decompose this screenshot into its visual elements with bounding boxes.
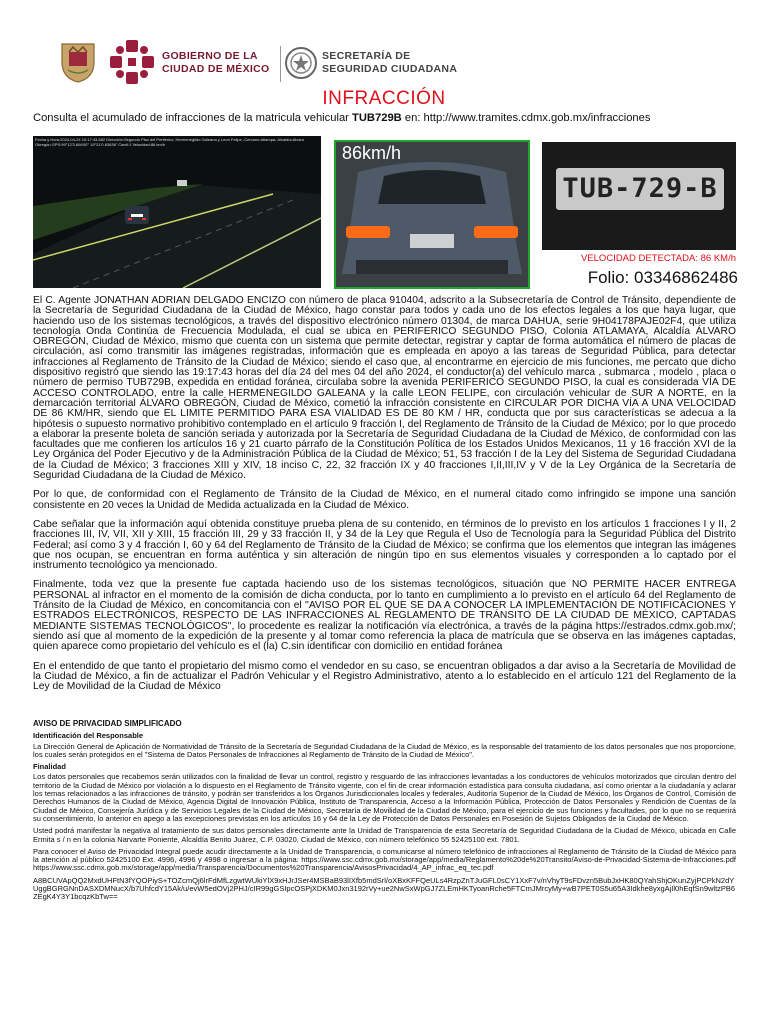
consult-plate: TUB729B [352,112,402,124]
speed-overlay: 86km/h [342,143,402,163]
privacy-sub-responsible: Identificación del Responsable [33,731,144,741]
road-scene-image [33,136,321,288]
photo-caption: Fecha y Hora:2024-04-24 19:17:43.682 Dirección:Segundo Piso del Periferico, Hermenegildo Galeana y Leon Felipe -Cercano:Atlampa- Alcaldía:Alvaro Obregón GPS:99°12'3.6W/00° 19°21'0.63636" Carril:1 Velocidad:86 km/h [35,137,305,147]
plate-closeup-photo [542,142,736,250]
page-title: INFRACCIÓN [322,88,446,109]
speed-detected: VELOCIDAD DETECTADA: 86 KM/h [580,253,736,264]
cdmx-logo-icon [108,38,156,86]
header-divider [280,46,281,82]
body-paragraph-1: El C. Agente JONATHAN ADRIAN DELGADO ENCIZO con número de placa 910404, adscrito a la Subsecretaría de Control de Tránsito, dependiente de la Secretaría de Seguridad Ciudadana de la Ciudad de México, hago constar para todos y cada uno de los efectos legales a los que haya lugar, que haciendo uso de los sistemas tecnológicos, a través del dispositivo electrónico número 01304, de marca DAHUA, serie 9H04178PAJE02F4, que utiliza tecnología Onda Continúa de Frecuencia Modulada, el cual se ubica en PERIFERICO SEGUNDO PISO, Colonia ATLAMAYA, Alcaldía ÁLVARO OBREGÓN, Ciudad de México, mismo que cuenta con un sistema que permite detectar, registrar y captar de forma automática el número de placas de circulación, así como transmitir las imágenes registradas, información que es empleada en apoyo a las tareas de Seguridad Pública, para detectar infracciones al Reglamento de Tránsito de la Ciudad de México; siendo el caso que, al encontrarme en ejercicio de mis funciones, me percato que dicho dispositivo registró que siendo las 19:17:43 horas del día 24 del mes 04 del año 2024, el conductor(a) del vehículo marca , submarca , modelo , placa o número de permiso TUB729B, expedida en entidad foránea, circulaba sobre la avenida PERIFERICO SEGUNDO PISO, la cual es considerada VÍA DE ACCESO CONTROLADO, entre la calle HERMENEGILDO GALEANA y la calle LEON FELIPE, con circulación vehicular de SUR A NORTE, en la demarcación territorial ÁLVARO OBREGÓN, Ciudad de México, cometió la infracción consistente en CIRCULAR POR DICHA VÍA A UNA VELOCIDAD DE 86 KM/HR, siendo que EL LIMITE PERMITIDO PARA ESA VIALIDAD ES DE 80 KM / HR, conducta que por sus características se adecua a la hipótesis o supuesto normativo prohibitivo contemplado en el artículo 9 fracción I, del Reglamento de Tránsito de la Ciudad de México; por lo que procedo a elaborar la presente boleta de sanción seriada y autorizada por la Secretaría de Seguridad Ciudadana de la Ciudad de México, de conformidad con las facultades que me confieren los artículos 16 y 21 cuarto párrafo de la Constitución Política de los Estados Unidos Mexicanos, 11 y 16 fracción XVI de la Ley Orgánica del Poder Ejecutivo y de la Administración Pública de la Ciudad de México; 51, 53 fracción I de la Ley del Sistema de Seguridad Ciudadana de la Ciudad de México; 3 fracciones XIII y XIV, 18 inciso C, 22, 32 fracción IX y 40 fracciones I,II,III,IV y V de la Ley Orgánica de la Secretaría de Seguridad Ciudadana de la Ciudad de México. [33,295,736,482]
gov-line1: GOBIERNO DE LA [162,50,258,62]
page-header [58,38,458,86]
privacy-paragraph-3: Usted podrá manifestar la negativa al tratamiento de sus datos personales directamente ante la Unidad de Transparencia de esta Secretaría de Seguridad Ciudadana de la Ciudad de México, ubicada en Calle Ermita s / n en la colonia Narvarte Poniente, Alcaldía Benito Juárez, C.P. 03020, Ciudad de México, con número telefónico 55 52425100 ext. 7801. [33,826,736,844]
road-photo [33,136,321,288]
license-plate: TUB-729-B [556,168,724,210]
body-paragraph-5: En el entendido de que tanto el propietario del mismo como el vendedor en su caso, se encuentran obligados a dar aviso a la Secretaría de Movilidad de la Ciudad de México, a fin de actualizar el Padrón Vehicular y el Registro Administrativo, atento a lo establecido en el artículo 121 del Reglamento de la Ley de Movilidad de la Ciudad de México [33,660,736,693]
privacy-heading: AVISO DE PRIVACIDAD SIMPLIFICADO [33,719,182,728]
gov-line2: CIUDAD DE MÉXICO [162,63,270,75]
ssc-line1: SECRETARÍA DE [322,50,411,62]
digital-signature-hash: A8BCUVApQQ2MxdUHFtN3fYQOPiyS+TOZcmQj6lrFdMfLzgwtWUkiYlX9xHJrJSer4MSBaB93lIXfb5mdSrl/oXBxKFFQeULs4RzpZnTJuGFL0sCY1XxF7v/nVhyT9sFDvzn5BubJxHK80QYahShjOKunZyjPCPkN2dYUggBGRGNnDASXDMNucX/b7UhfcdY15Ak/u/evW5edOVj2PHJ/cIR99gGSIpcOSPjXDKM0Jxn3192rVy+ue2NwSxWpGJ7ZLEmHKTyoanRche5FTCmJMrcyMy+wB7PET0S5u65A3Idkhe8yxgAjIl0hEqfSn9wltzPB6ZEgK4Y3Y1bcqzKbTw== [33,875,736,902]
coat-of-arms-icon [58,40,98,84]
folio-number: Folio: 03346862486 [587,268,738,287]
privacy-paragraph-2: Los datos personales que recabemos serán utilizados con la finalidad de llevar un control, registro y resguardo de las infracciones levantadas a los conductores de vehículos motorizados que circulan dentro del territorio de la Ciudad de México por violación a lo dispuesto en el Reglamento de Tránsito vigente, con el fin de crear información estadística para consulta ciudadana, así como orientar a la ciudadanía y aclarar los temas relacionados a las infracciones de tránsito, y podrán ser transferidos a los Órganos Jurisdiccionales locales y federales, Auditoría Superior de la Ciudad de México, los Órganos de Control, Comisión de Derechos Humanos de la Ciudad de México, Agencia Digital de Innovación Pública, Instituto de Transparencia, Acceso a la Información Pública, Protección de Datos Personales y Rendición de Cuentas de la Ciudad de México, Consejería Jurídica y de Servicios Legales de la Ciudad de México, Secretaría de Movilidad de la Ciudad de México, para el ejercicio de sus funciones y facultades, por lo que no se requerirá su consentimiento, lo anterior en apego a las excepciones previstas en los artículos 16 y 64 de la Ley de Protección de Datos Personales en Posesión de Sujetos Obligados de la Ciudad de México. [33,772,736,823]
privacy-paragraph-1: La Dirección General de Aplicación de Normatividad de Tránsito de la Secretaría de Seguridad Ciudadana de la Ciudad de México, es la responsable del tratamiento de los datos personales que nos proporcione, los cuales serán protegidos en el "Sistema de Datos Personales de Infracciones al Reglamento de Tránsito de la Ciudad de México". [33,741,736,759]
consult-line [33,112,733,124]
body-paragraph-2: Por lo que, de conformidad con el Reglamento de Tránsito de la Ciudad de México, en el numeral citado como infringido se impone una sanción consistente en 20 veces la Unidad de Medida actualizada en la Ciudad de México. [33,489,736,511]
ssc-name [322,50,457,76]
consult-prefix: Consulta el acumulado de infracciones de la matricula vehicular [33,112,353,124]
vehicle-rear-photo [334,140,530,289]
ssc-line2: SEGURIDAD CIUDADANA [322,63,458,75]
ssc-shield-icon [284,46,318,80]
infraction-body [33,296,736,701]
body-paragraph-4: Finalmente, toda vez que la presente fue captada haciendo uso de los sistemas tecnológicos, situación que NO PERMITE HACER ENTREGA PERSONAL al infractor en el momento de la comisión de dicha conducta, por lo tanto en cumplimiento a lo previsto en el artículo 64 del Reglamento de Tránsito de la Ciudad de México, en concomitancia con el "AVISO POR EL QUE SE DA A CONOCER LA IMPLEMENTACIÓN DE NOTIFICACIONES Y ESTRADOS ELECTRÓNICOS, RESPECTO DE LAS INFRACCIONES AL REGLAMENTO DE TRÁNSITO DE LA CIUDAD DE MÉXICO, CAPTADAS MEDIANTE SISTEMAS TECNOLÓGICOS", lo procedente es realizar la notificación vía electrónica, a través de la página https://estrados.cdmx.gob.mx/; siendo así que al momento de la expedición de la presente y al tomar como referencia la placa de matrícula que se observa en las imágenes captadas, quien aparece como propietario del vehículo es el (la) C.sin identificar con domicilio en entidad foránea [33,579,736,653]
body-paragraph-3: Cabe señalar que la información aquí obtenida constituye prueba plena de su contenido, en términos de lo previsto en los artículos 1 fracciones I y II, 2 fracciones III, IV, VII, XII y XIII, 15 fracción III, 29 y 33 fracción II, y 34 de la Ley que Regula el Uso de Tecnología para la Seguridad Pública del Distrito Federal; así como 3 y 4 fracción I, 60 y 64 del Reglamento de Tránsito de la Ciudad de México; se confirma que los elementos que integran las imágenes que nos ocupan, se encuentran en forma auténtica y sin alteración de ningún tipo en sus elementos visuales y corresponden a lo captado por el instrumento tecnológico ya mencionado. [33,518,736,572]
privacy-paragraph-4[interactable]: Para conocer el Aviso de Privacidad Integral puede acudir directamente a la Unidad de Transparencia, o comunicarse al número telefónico de infracciones al Reglamento de Tránsito de la Ciudad de México para la atención al público 52425100 Ext. 4996, 4996 y 4998 o ingresar a la página: https://www.ssc.cdmx.gob.mx/storage/app/media/Reglamento%20de%20Transito/Aviso-de-Privacidad-Sistema-de-Infracciones.pdf https://www.ssc.cdmx.gob.mx/storage/app/media/Transparencia/Documentos%20Transparencia/AvisosPrivacidad/4_AP_infrac_eq_tec.pdf [33,846,736,873]
consult-link[interactable]: en: http://www.tramites.cdmx.gob.mx/infracciones [401,112,651,124]
privacy-notice [33,720,736,906]
privacy-sub-purpose: Finalidad [33,762,66,772]
government-name [162,50,269,76]
